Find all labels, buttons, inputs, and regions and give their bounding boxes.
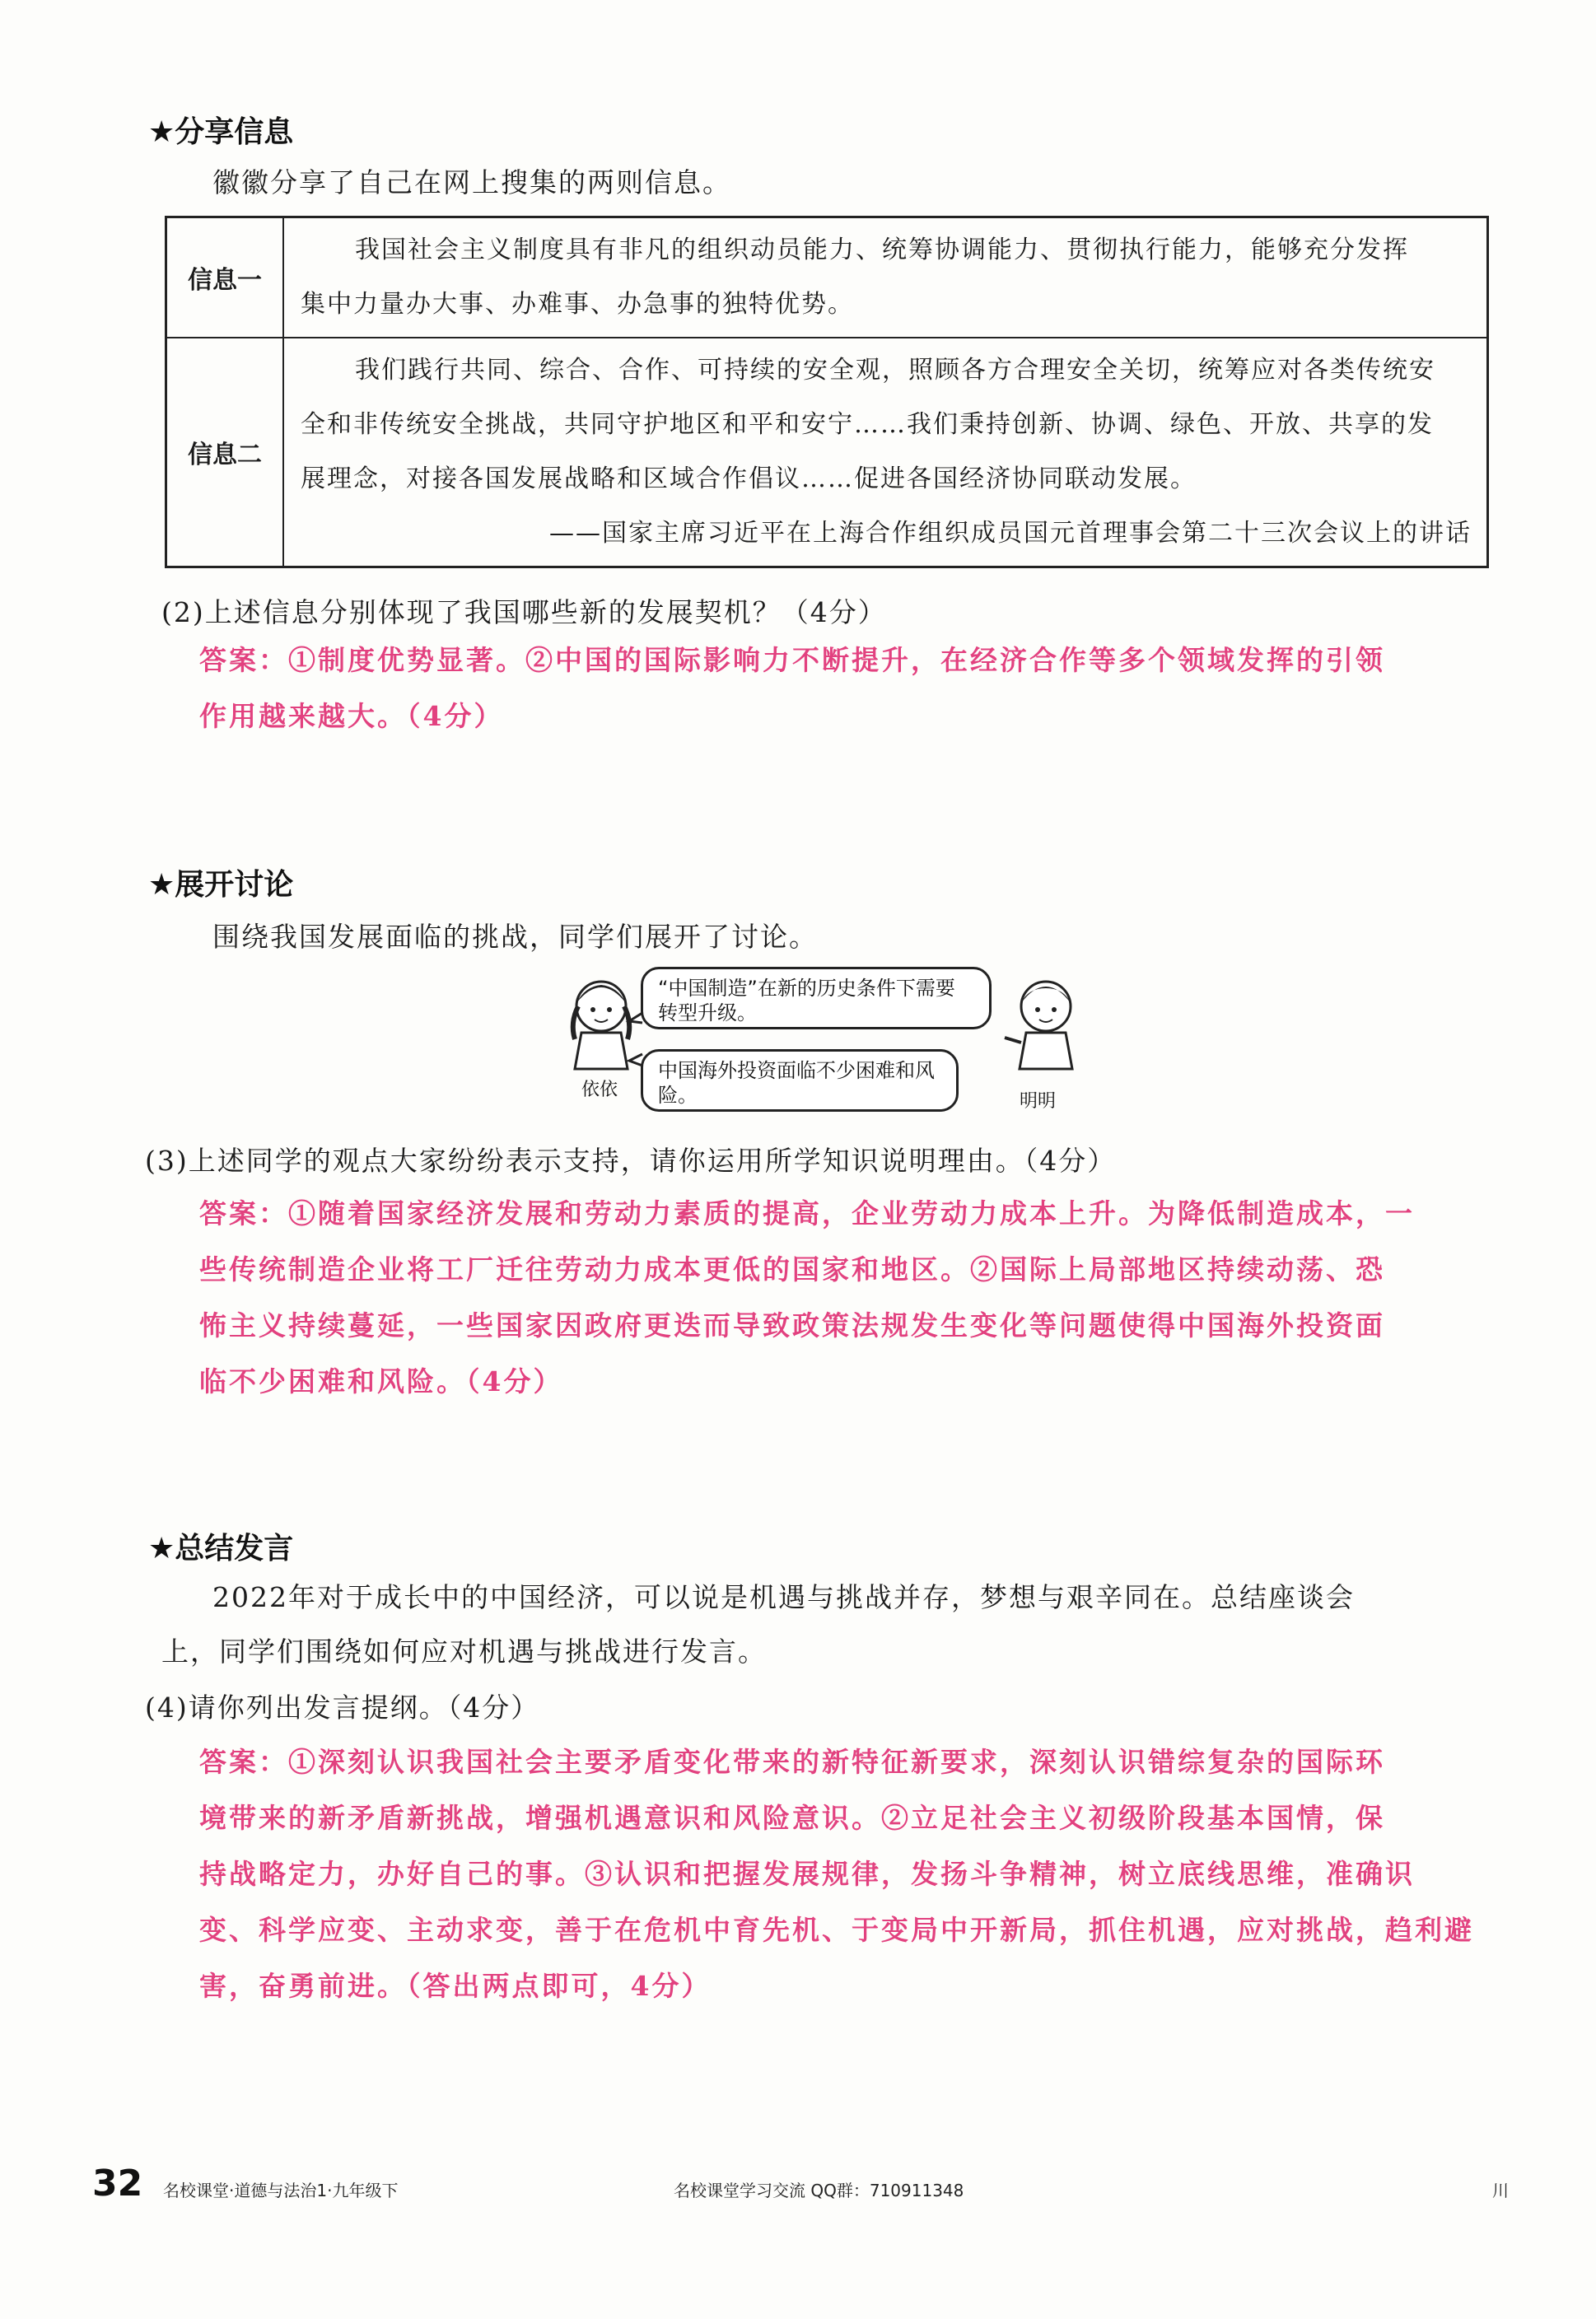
info2-line: 全和非传统安全挑战，共同守护地区和平和安宁……我们秉持创新、协调、绿色、开放、共享的发 [301,410,1434,439]
info-table [165,216,1489,568]
speech-bubble-1: “中国制造”在新的历史条件下需要转型升级。 [641,967,992,1029]
info1-label: 信息一 [166,217,284,338]
section-title-discuss: ★展开讨论 [148,868,294,902]
info-row-2 [166,338,1488,567]
answer-line: 答案：①随着国家经济发展和劳动力素质的提高，企业劳动力成本上升。为降低制造成本，一 [199,1197,1415,1229]
kid2-name: 明明 [1020,1091,1057,1112]
region-mark: 川 [1492,2181,1509,2200]
answer-3 [199,1186,1517,1410]
answer-line: 答案：①深刻认识我国社会主要矛盾变化带来的新特征新要求，深刻认识错综复杂的国际环 [199,1746,1385,1778]
info2-line: 我们践行共同、综合、合作、可持续的安全观，照顾各方合理安全关切，统筹应对各类传统安 [355,356,1435,385]
qq-group: 名校课堂学习交流 QQ群：710911348 [674,2181,964,2200]
book-title: 名校课堂·道德与法治1·九年级下 [163,2181,399,2200]
question-2: (2)上述信息分别体现了我国哪些新的发展契机？（4分） [161,596,887,628]
boy-figure [1005,982,1072,1069]
info2-label: 信息二 [166,338,284,567]
info2-content [283,338,1488,567]
info-row-1 [166,217,1488,338]
answer-2 [199,632,1517,744]
answer-line: 害，奋勇前进。（答出两点即可，4分） [199,1970,712,2002]
summary-intro-1: 2022年对于成长中的中国经济，可以说是机遇与挑战并存，梦想与艰辛同在。总结座谈会 [212,1581,1355,1613]
kid1-name: 依依 [581,1080,618,1100]
info1-line: 集中力量办大事、办难事、办急事的独特优势。 [301,290,854,319]
discussion-illustration [560,964,1087,1128]
info2-source: ——国家主席习近平在上海合作组织成员国元首理事会第二十三次会议上的讲话 [549,519,1472,548]
answer-4 [199,1734,1517,2014]
answer-line: 些传统制造企业将工厂迁往劳动力成本更低的国家和地区。②国际上局部地区持续动荡、恐 [199,1253,1385,1285]
info2-line: 展理念，对接各国发展战略和区域合作倡议……促进各国经济协同联动发展。 [301,464,1197,493]
speech-bubble-2: 中国海外投资面临不少困难和风险。 [641,1049,959,1112]
share-intro: 徽徽分享了自己在网上搜集的两则信息。 [212,166,731,198]
answer-line: 持战略定力，办好自己的事。③认识和把握发展规律，发扬斗争精神，树立底线思维，准确识 [199,1858,1415,1890]
answer-line: 怖主义持续蔓延，一些国家因政府更迭而导致政策法规发生变化等问题使得中国海外投资面 [199,1309,1385,1341]
girl-figure [573,982,630,1069]
discuss-intro: 围绕我国发展面临的挑战，同学们展开了讨论。 [212,921,818,953]
section-title-share: ★分享信息 [148,115,294,149]
question-3: (3)上述同学的观点大家纷纷表示支持，请你运用所学知识说明理由。（4分） [145,1145,1117,1177]
section-title-summary: ★总结发言 [148,1532,294,1565]
answer-line: 作用越来越大。（4分） [199,700,504,732]
answer-line: 变、科学应变、主动求变，善于在危机中育先机、于变局中开新局，抓住机遇，应对挑战，趋利避 [199,1914,1474,1946]
page-number: 32 [92,2163,143,2205]
info1-line: 我国社会主义制度具有非凡的组织动员能力、统筹协调能力、贯彻执行能力，能够充分发挥 [355,236,1409,264]
question-4: (4)请你列出发言提纲。（4分） [145,1691,540,1724]
info1-content [283,217,1488,338]
answer-line: 答案：①制度优势显著。②中国的国际影响力不断提升，在经济合作等多个领域发挥的引领 [199,644,1385,676]
answer-line: 境带来的新矛盾新挑战，增强机遇意识和风险意识。②立足社会主义初级阶段基本国情，保 [199,1802,1385,1834]
summary-intro-2: 上，同学们围绕如何应对机遇与挑战进行发言。 [161,1635,767,1668]
answer-line: 临不少困难和风险。（4分） [199,1365,563,1397]
